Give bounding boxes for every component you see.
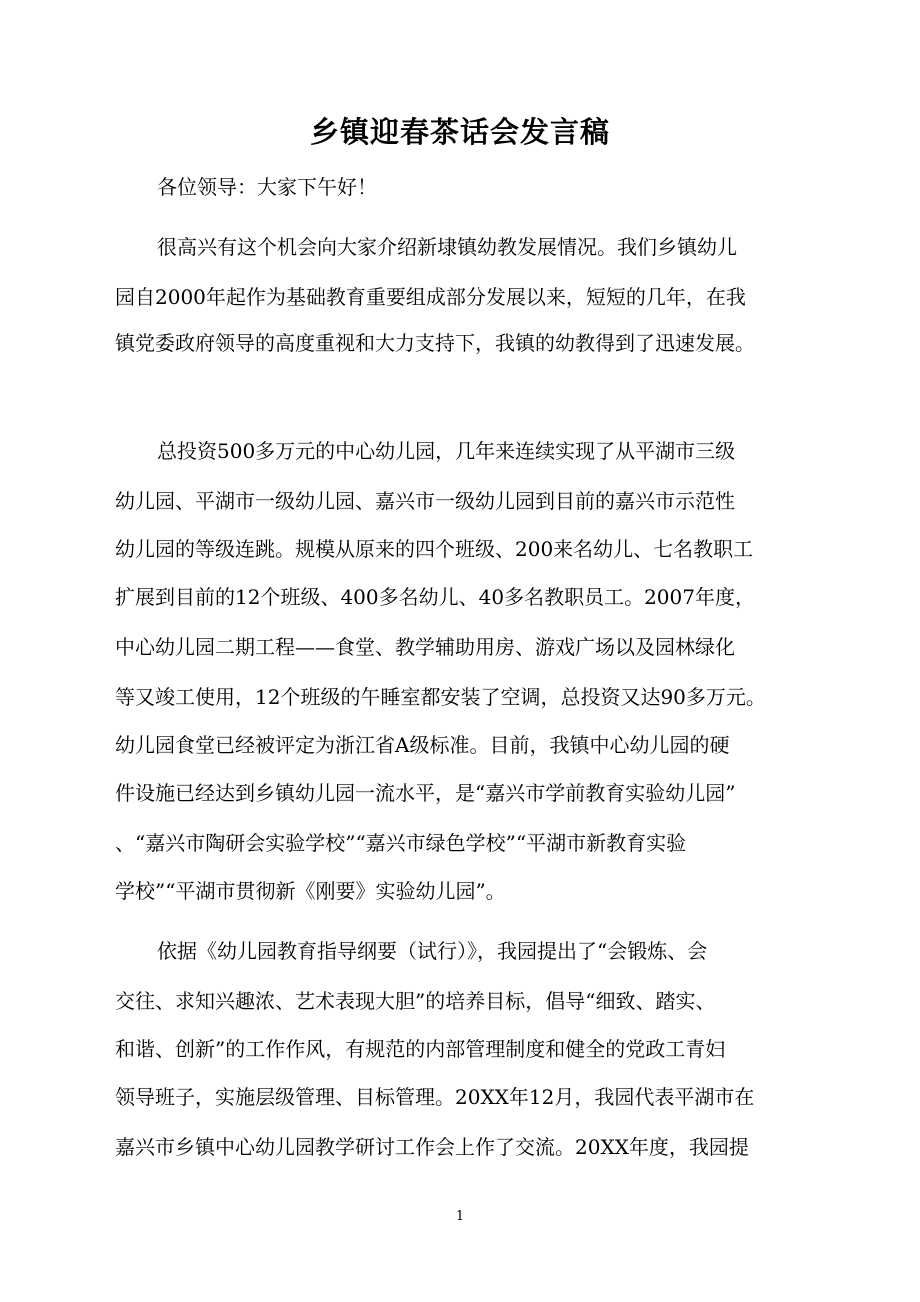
paragraph-line: 等又竣工使用，12个班级的午睡室都安装了空调，总投资又达90多万元。 xyxy=(115,685,766,709)
paragraph-line: 嘉兴市乡镇中心幼儿园教学研讨工作会上作了交流。20XX年度，我园提 xyxy=(115,1135,749,1159)
paragraph-line: 和谐、创新”的工作作风，有规范的内部管理制度和健全的党政工青妇 xyxy=(115,1037,726,1061)
paragraph-line: 学校”“平湖市贯彻新《刚要》实验幼儿园”。 xyxy=(115,879,506,903)
paragraph-line: 、“嘉兴市陶研会实验学校”“嘉兴市绿色学校”“平湖市新教育实验 xyxy=(115,831,687,855)
paragraph-line: 依据《幼儿园教育指导纲要（试行）》，我园提出了“会锻炼、会 xyxy=(157,939,708,963)
paragraph-line: 幼儿园食堂已经被评定为浙江省A级标准。目前，我镇中心幼儿园的硬 xyxy=(115,733,730,757)
paragraph-line: 幼儿园、平湖市一级幼儿园、嘉兴市一级幼儿园到目前的嘉兴市示范性 xyxy=(115,489,735,513)
paragraph-line: 幼儿园的等级连跳。规模从原来的四个班级、200来名幼儿、七名教职工 xyxy=(115,537,754,561)
paragraph-line: 扩展到目前的12个班级、400多名幼儿、40多名教职员工。2007年度， xyxy=(115,585,755,609)
paragraph-line: 件设施已经达到乡镇幼儿园一流水平，是“嘉兴市学前教育实验幼儿园” xyxy=(115,781,736,805)
paragraph-line: 园自2000年起作为基础教育重要组成部分发展以来，短短的几年，在我 xyxy=(115,285,746,309)
document-title: 乡镇迎春茶话会发言稿 xyxy=(309,115,610,149)
page-number: 1 xyxy=(455,1209,465,1224)
paragraph-line: 很高兴有这个机会向大家介绍新埭镇幼教发展情况。我们乡镇幼儿 xyxy=(157,235,737,259)
paragraph-line: 交往、求知兴趣浓、艺术表现大胆”的培养目标，倡导“细致、踏实、 xyxy=(115,989,716,1013)
paragraph-line: 镇党委政府领导的高度重视和大力支持下，我镇的幼教得到了迅速发展。 xyxy=(115,331,755,355)
paragraph-line: 总投资500多万元的中心幼儿园，几年来连续实现了从平湖市三级 xyxy=(157,439,736,463)
greeting: 各位领导：大家下午好！ xyxy=(157,175,377,199)
paragraph-line: 领导班子，实施层级管理、目标管理。20XX年12月，我园代表平湖市在 xyxy=(115,1085,755,1109)
paragraph-line: 中心幼儿园二期工程——食堂、教学辅助用房、游戏广场以及园林绿化 xyxy=(115,635,735,659)
